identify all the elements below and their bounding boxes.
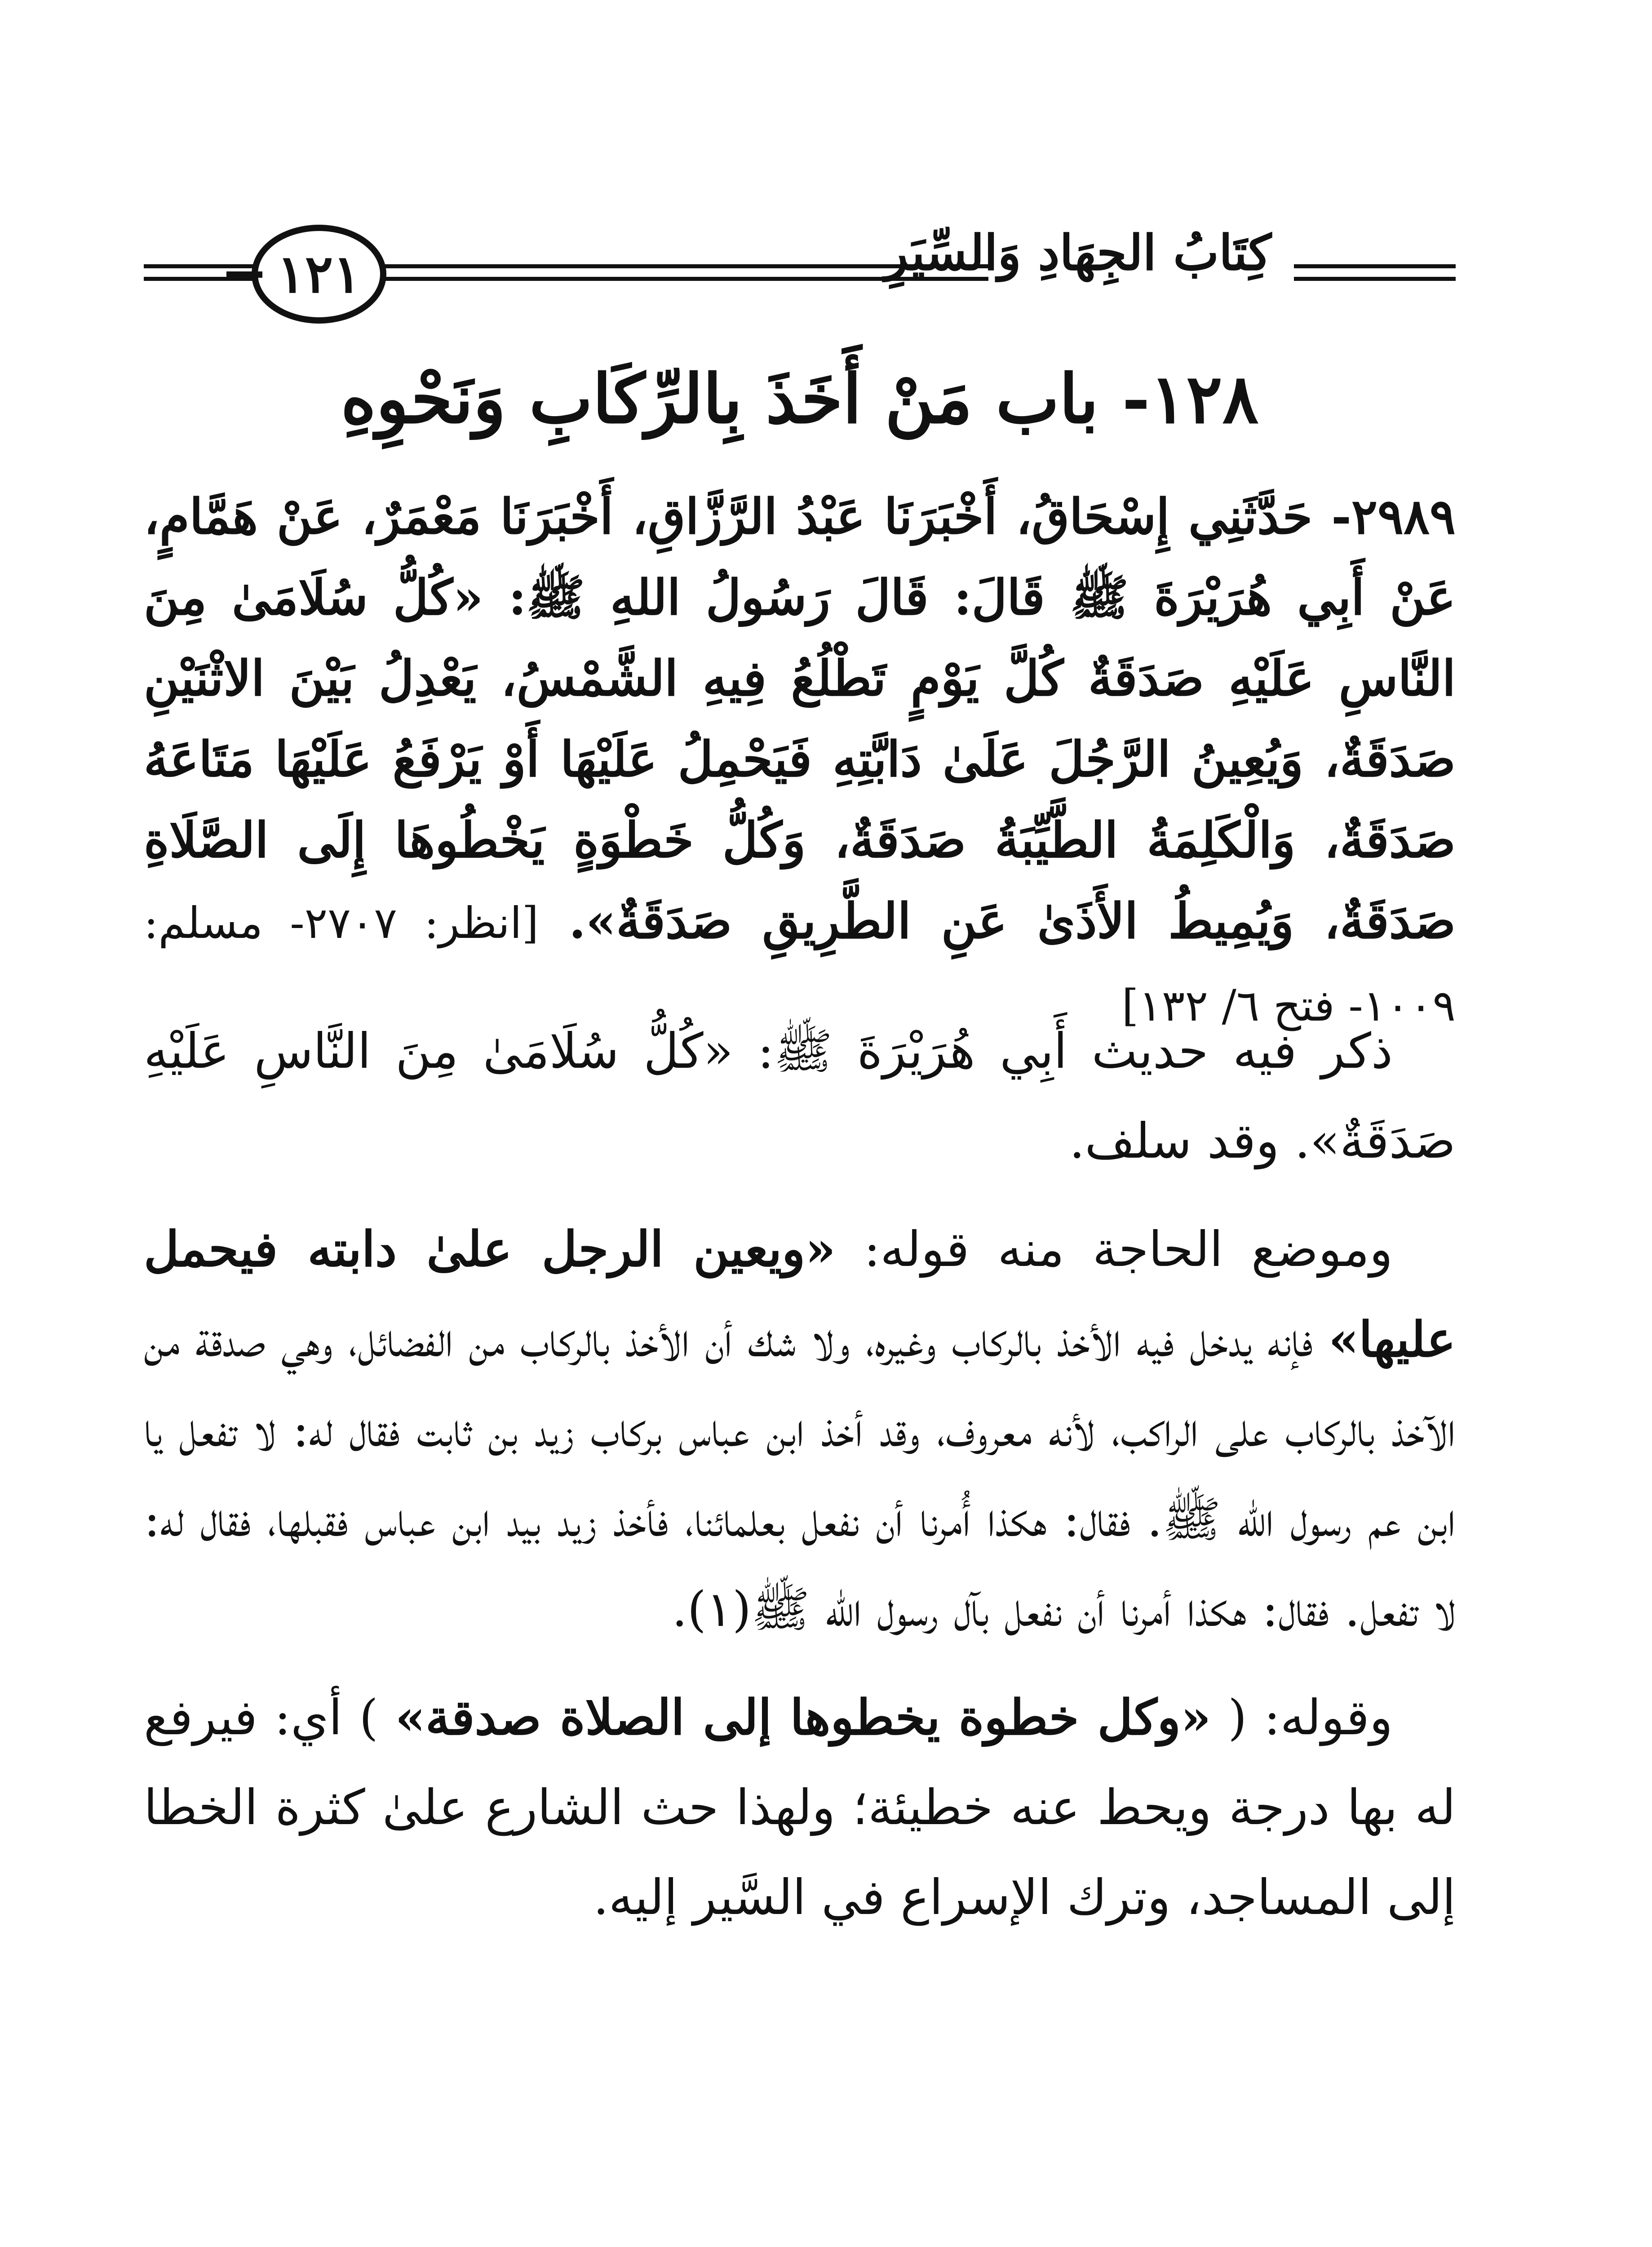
page-number-text: ١٢١	[277, 244, 361, 305]
commentary-quote: «ويعين الرجل علىٰ دابته فيحمل عليها»	[144, 1221, 1456, 1368]
commentary-text: ) أي: فيرفع له بها درجة ويحط عنه خطيئة؛ ولهذا حث الشارع علىٰ كثرة الخطا إلى المساجد، وترك الإسراع في السَّير إليه.	[144, 1690, 1456, 1926]
commentary-paragraph	[144, 1204, 1456, 1655]
running-header	[144, 198, 1456, 333]
header-rule	[1294, 264, 1456, 268]
commentary-text: وقوله: (	[1211, 1690, 1393, 1746]
chapter-heading: ١٢٨- باب مَنْ أَخَذَ بِالرِّكَابِ وَنَحْوِهِ	[341, 360, 1259, 439]
commentary-text: وموضع الحاجة منه قوله:	[835, 1221, 1393, 1278]
commentary	[144, 1007, 1456, 1961]
commentary-paragraph	[144, 1673, 1456, 1943]
commentary-quote: «وكل خطوة يخطوها إلى الصلاة صدقة»	[395, 1689, 1211, 1746]
page-number	[252, 225, 386, 324]
commentary-text: فإنه يدخل فيه الأخذ بالركاب وغيره، ولا شك أن الأخذ بالركاب من الفضائل، وهي صدقة من الآخذ بالركاب على الراكب، لأنه معروف، وقد أخذ ابن عباس بركاب زيد بن ثابت فقال له: لا تفعل يا ابن عم رسول الله ﷺ. فقال: هكذا أُمرنا أن نفعل بعلمائنا، فأخذ زيد بيد ابن عباس فقبلها، فقال له: لا تفعل. فقال: هكذا أمرنا أن نفعل بآل رسول الله ﷺ(١).	[144, 1312, 1456, 1638]
hadith-reference: [انظر: ٢٧٠٧- مسلم: ١٠٠٩- فتح ٦/ ١٣٢]	[144, 898, 1456, 1031]
commentary-text: ذكر فيه حديث أَبِي هُرَيْرَةَ ﷺ: «كُلُّ سُلَامَىٰ مِنَ النَّاسِ عَلَيْهِ صَدَقَةٌ». وقد سلف.	[144, 1023, 1456, 1169]
hadith-body: ٢٩٨٩- حَدَّثَنِي إِسْحَاقُ، أَخْبَرَنَا عَبْدُ الرَّزَّاقِ، أَخْبَرَنَا مَعْمَرٌ، عَنْ هَمَّامٍ، عَنْ أَبِي هُرَيْرَةَ ﷺ قَالَ: قَالَ رَسُولُ اللهِ ﷺ: «كُلُّ سُلَامَىٰ مِنَ النَّاسِ عَلَيْهِ صَدَقَةٌ كُلَّ يَوْمٍ تَطْلُعُ فِيهِ الشَّمْسُ، يَعْدِلُ بَيْنَ الاثْنَيْنِ صَدَقَةٌ، وَيُعِينُ الرَّجُلَ عَلَىٰ دَابَّتِهِ فَيَحْمِلُ عَلَيْهَا أَوْ يَرْفَعُ عَلَيْهَا مَتَاعَهُ صَدَقَةٌ، وَالْكَلِمَةُ الطَّيِّبَةُ صَدَقَةٌ، وَكُلُّ خَطْوَةٍ يَخْطُوهَا إِلَى الصَّلَاةِ صَدَقَةٌ، وَيُمِيطُ الأَذَىٰ عَنِ الطَّرِيقِ صَدَقَةٌ».	[144, 488, 1456, 950]
commentary-paragraph	[144, 1007, 1456, 1186]
header-rule	[144, 264, 256, 268]
header-rule	[1294, 277, 1456, 281]
hadith-text	[144, 476, 1456, 1046]
book-title: كِتَابُ الجِهَادِ وَالسِّيَرِ	[885, 225, 1271, 281]
